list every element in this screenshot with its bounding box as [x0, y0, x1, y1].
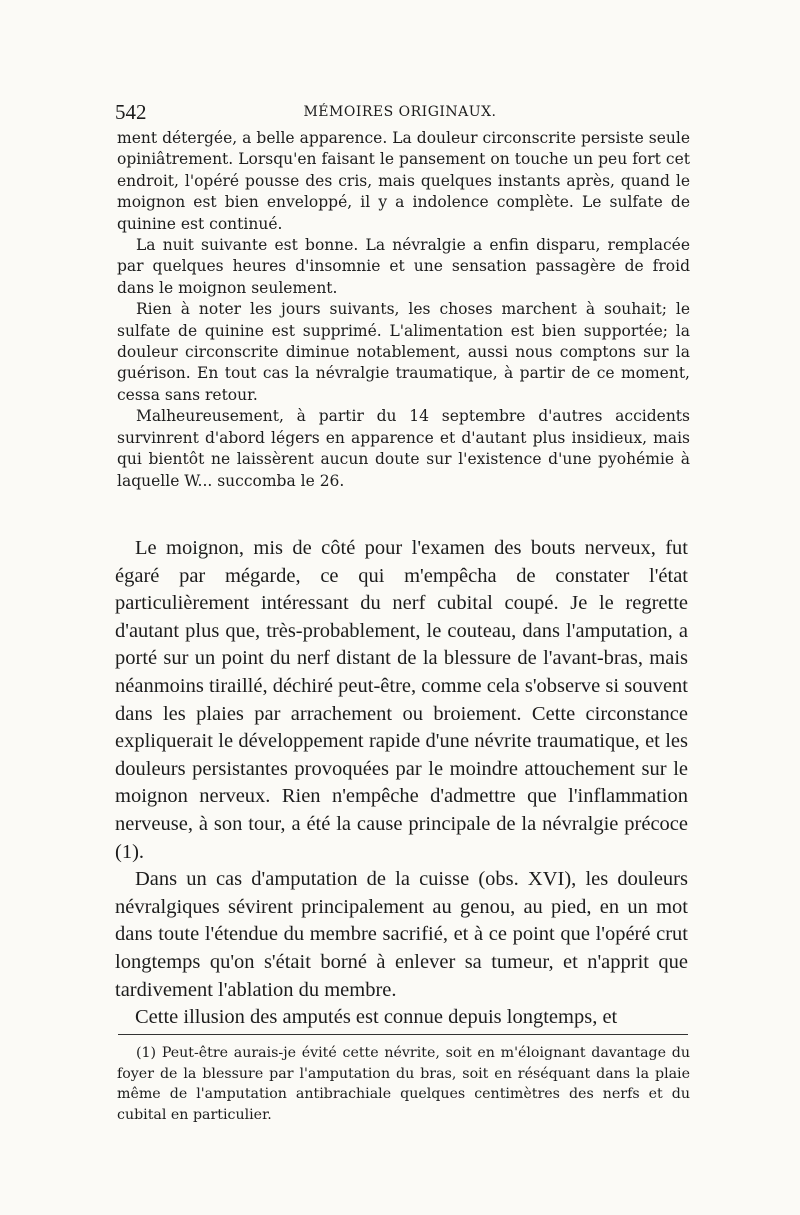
paragraph: Le moignon, mis de côté pour l'examen des bouts nerveux, fut égaré par mégarde, ce qui m'empêcha de constater l'état particulièrement intéressant du nerf cubital coupé. Je le regrette d'autant plus que, très-probablement, le couteau, dans l'amputation, a porté sur un point du nerf distant de la blessure de l'avant-bras, mais néanmoins tiraillé, déchiré peut-être, comme cela s'observe si souvent dans les plaies par arrachement ou broiement. Cette circonstance expliquerait le développement rapide d'une névrite traumatique, et les douleurs persistantes provoquées par le moindre attouchement sur le moignon nerveux. Rien n'empêche d'admettre que l'inflammation nerveuse, à son tour, a été la cause principale de la névralgie précoce (1). [115, 537, 688, 863]
page-number: 542 [115, 100, 147, 124]
main-body-text [115, 535, 688, 1032]
paragraph: La nuit suivante est bonne. La névralgie a enfin disparu, remplacée par quelques heures d'insomnie et une sensation passagère de froid dans le moignon seulement. [117, 236, 690, 297]
paragraph: Dans un cas d'amputation de la cuisse (obs. XVI), les douleurs névralgiques sévirent principalement au genou, au pied, en un mot dans toute l'étendue du membre sacrifié, et à ce point que l'opéré crut longtemps qu'on s'était borné à enlever sa tumeur, et n'apprit que tardivement l'ablation du membre. [115, 868, 688, 1001]
paragraph: Cette illusion des amputés est connue depuis longtemps, et [135, 1006, 618, 1029]
footnote-text: (1) Peut-être aurais-je évité cette névrite, soit en m'éloignant davantage du foyer de la blessure par l'amputation du bras, soit en réséquant dans la plaie même de l'amputation antibrachiale quelques centimètres des nerfs et du cubital en particulier. [117, 1045, 690, 1123]
running-head: MÉMOIRES ORIGINAUX. [303, 104, 497, 120]
case-report-text [117, 128, 690, 492]
footnote-divider [118, 1034, 688, 1035]
paragraph: Rien à noter les jours suivants, les choses marchent à souhait; le sulfate de quinine est supprimé. L'alimentation est bien supportée; la douleur circonscrite diminue notablement, aussi nous comptons sur la guérison. En tout cas la névralgie traumatique, à partir de ce moment, cessa sans retour. [117, 300, 690, 404]
page-header [115, 100, 685, 126]
footnote [117, 1043, 690, 1125]
paragraph: Malheureusement, à partir du 14 septembre d'autres accidents survinrent d'abord légers en apparence et d'autant plus insidieux, mais qui bientôt ne laissèrent aucun doute sur l'existence d'une pyohémie à laquelle W... succomba le 26. [117, 407, 690, 490]
paragraph: ment détergée, a belle apparence. La douleur circonscrite persiste seule opiniâtrement. Lorsqu'en faisant le pansement on touche un peu fort cet endroit, l'opéré pousse des cris, mais quelques instants après, quand le moignon est bien enveloppé, il y a indolence complète. Le sulfate de quinine est continué. [117, 129, 690, 233]
